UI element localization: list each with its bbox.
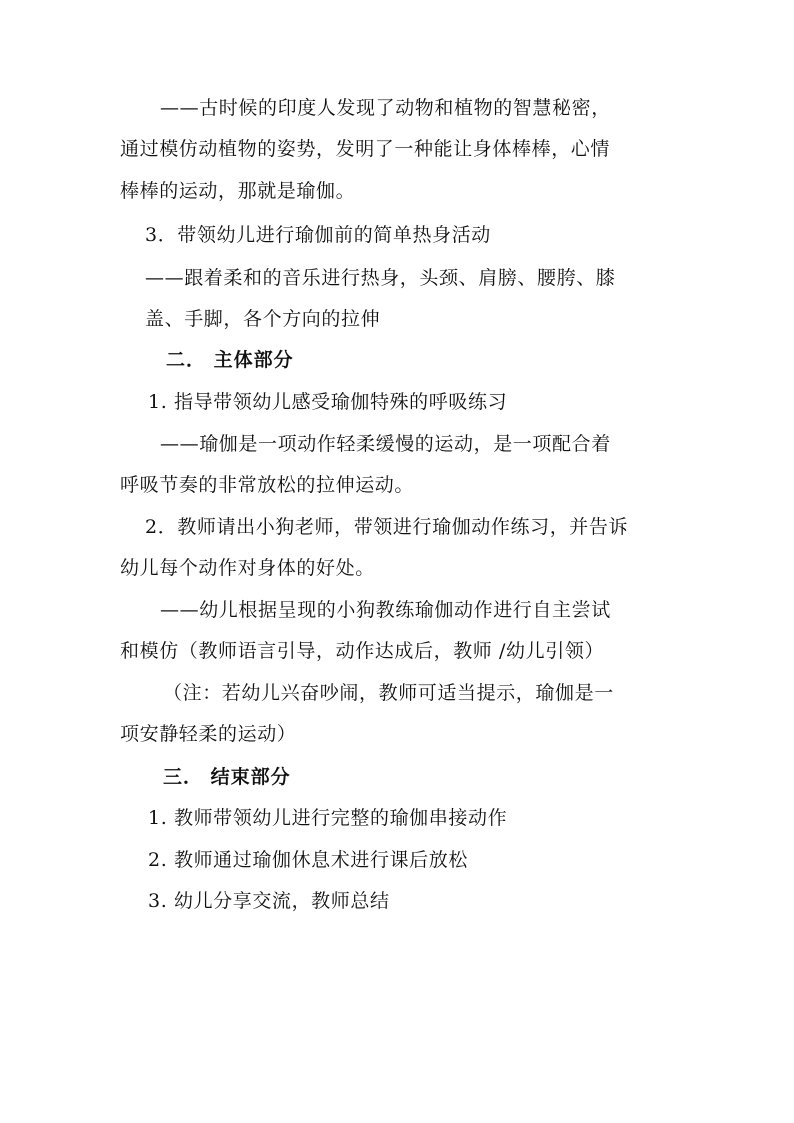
note-line: 项安静轻柔的运动） bbox=[120, 723, 297, 745]
list-item: 2．教师请出小狗老师，带领进行瑜伽动作练习，并告诉 bbox=[145, 516, 629, 538]
section-heading: 二． 主体部分 bbox=[166, 349, 294, 371]
paragraph-line: 呼吸节奏的非常放松的拉伸运动。 bbox=[120, 474, 415, 496]
list-item: 2. 教师通过瑜伽休息术进行课后放松 bbox=[148, 849, 468, 871]
paragraph-line: ——幼儿根据呈现的小狗教练瑜伽动作进行自主尝试 bbox=[160, 599, 611, 621]
paragraph-line: 棒棒的运动，那就是瑜伽。 bbox=[120, 180, 356, 202]
list-item: 3．带领幼儿进行瑜伽前的简单热身活动 bbox=[145, 224, 491, 246]
paragraph-line: 通过模仿动植物的姿势，发明了一种能让身体棒棒，心情 bbox=[120, 138, 611, 160]
note-line: （注：若幼儿兴奋吵闹，教师可适当提示，瑜伽是一 bbox=[163, 682, 614, 704]
paragraph-line: ——瑜伽是一项动作轻柔缓慢的运动，是一项配合着 bbox=[160, 433, 611, 455]
section-heading: 三． 结束部分 bbox=[163, 766, 291, 788]
list-item: 1. 指导带领幼儿感受瑜伽特殊的呼吸练习 bbox=[148, 391, 508, 413]
list-item: 3. 幼儿分享交流，教师总结 bbox=[148, 890, 390, 912]
paragraph-line: 幼儿每个动作对身体的好处。 bbox=[120, 557, 375, 579]
paragraph-line: ——跟着柔和的音乐进行热身，头颈、肩膀、腰胯、膝 bbox=[145, 267, 616, 289]
list-item: 1. 教师带领幼儿进行完整的瑜伽串接动作 bbox=[148, 807, 508, 829]
paragraph-line: 盖、手脚，各个方向的拉伸 bbox=[145, 308, 381, 330]
paragraph-line: ——古时候的印度人发现了动物和植物的智慧秘密， bbox=[160, 97, 611, 119]
paragraph-line: 和模仿（教师语言引导，动作达成后，教师 /幼儿引领） bbox=[120, 640, 605, 662]
